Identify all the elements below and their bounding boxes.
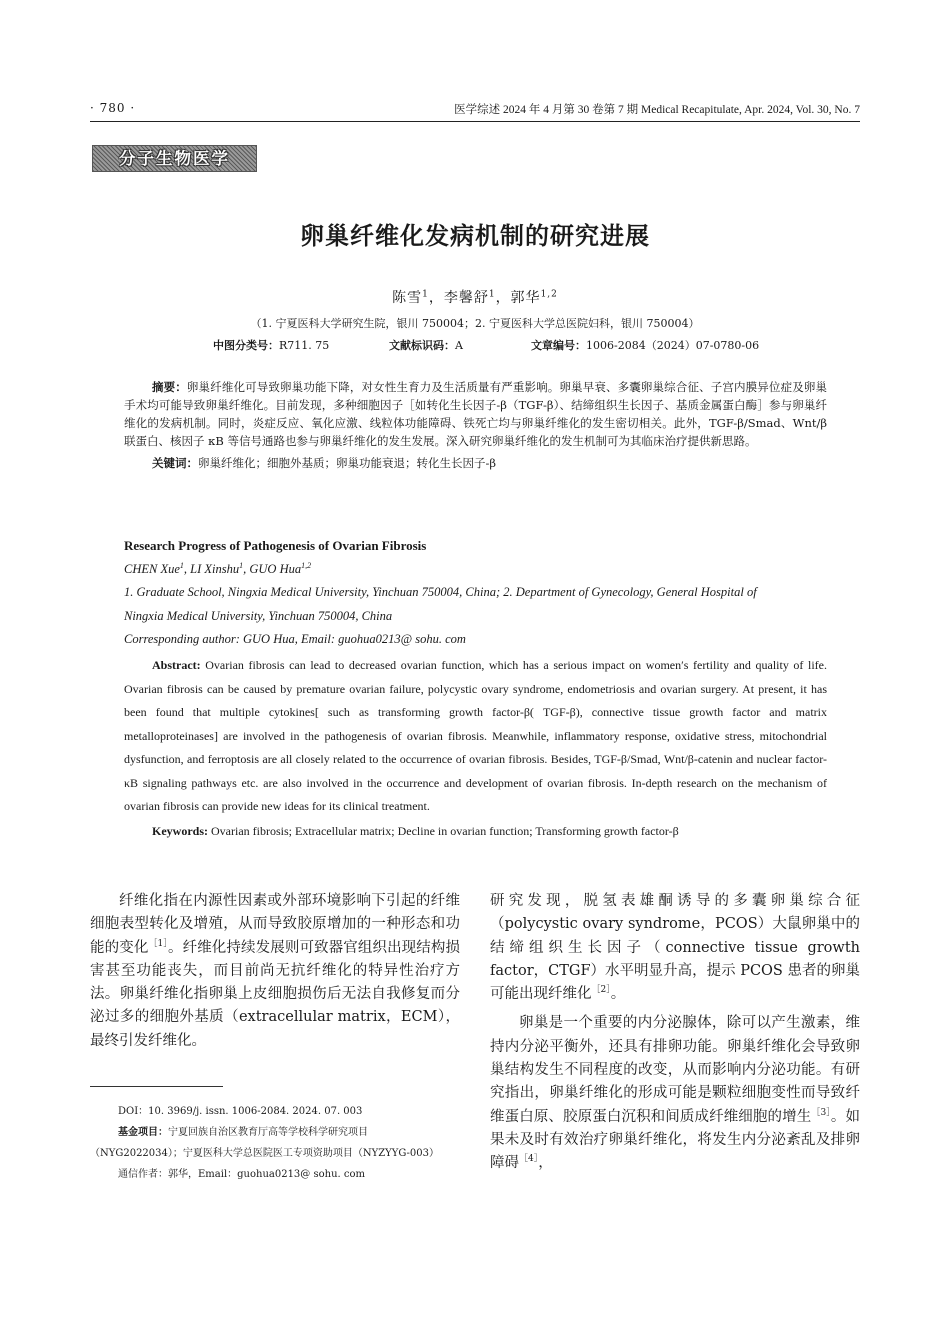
body-text: 纤维化指在内源性因素或外部环境影响下引起的纤维细胞表型转化及增殖，从而导致胶原增加的一种形态和功能的变化 xyxy=(90,893,460,956)
body-right-column xyxy=(490,890,860,1182)
section-banner-label: 分子生物医学 xyxy=(119,149,230,168)
citation-1: ［1］ xyxy=(148,938,168,949)
fund xyxy=(90,1122,465,1143)
en-author-3: , GUO Hua xyxy=(243,562,302,577)
fund-1: 宁夏回族自治区教育厅高等学校科学研究项目 xyxy=(168,1127,368,1138)
en-authors xyxy=(124,561,827,577)
body-text: 研究发现，脱氢表雄酮诱导的多囊卵巢综合征（polycystic ovary syndrome，PCOS）大鼠卵巢中的结缔组织生长因子（connective tissue growth factor，CTGF）水平明显升高，提示 PCOS 患者的卵巢可能出现纤维化 xyxy=(490,893,860,1003)
doc-code xyxy=(389,337,463,353)
body-text: 。 xyxy=(610,986,626,1003)
doi: DOI：10. 3969/j. issn. 1006-2084. 2024. 07. 003 xyxy=(118,1106,363,1117)
en-author-2: , LI Xinshu xyxy=(183,562,240,577)
article-label: 文章编号： xyxy=(531,339,586,352)
author-3: ，郭华 xyxy=(495,290,541,306)
en-corresponding: Corresponding author: GUO Hua, Email: guohua0213@ sohu. com xyxy=(124,632,466,646)
body-left-column xyxy=(90,890,460,1059)
en-author-1-affil: 1 xyxy=(179,561,184,570)
corresponding-author: 通信作者：郭华，Email：guohua0213@ sohu. com xyxy=(118,1169,365,1180)
en-abstract xyxy=(124,654,827,843)
header-rule xyxy=(90,121,860,122)
citation-2: ［2］ xyxy=(591,985,611,996)
footnote-rule xyxy=(90,1086,223,1087)
page-number: · 780 · xyxy=(90,101,136,115)
en-abstract-text: Ovarian fibrosis can lead to decreased ovarian function, which has a serious impact on women′s fertility and quality of life. Ovarian fibrosis can be caused by premature ovarian failure, polycystic ovary syndrome, endometriosis and ovarian surgery. At present, it has been found that multiple cytokines[ such as transforming growth factor-β( TGF-β), connective tissue growth factor and matrix metalloproteinases] are involved in the pathogenesis of ovarian fibrosis. Meanwhile, inflammatory response, oxidative stress, mitochondrial dysfunction, and ferroptosis are all closely related to the occurrence of ovarian fibrosis. Besides, TGF-β/Smad, Wnt/β-catenin and nuclear factor-κB signaling pathways etc. are also involved in the occurrence and development of ovarian fibrosis. In-depth research on the mechanism of ovarian fibrosis can provide new ideas for its clinical treatment. xyxy=(124,658,828,813)
journal-header: 医学综述 2024 年 4 月第 30 卷第 7 期 Medical Recapitulate, Apr. 2024, Vol. 30, No. 7 xyxy=(454,104,860,116)
citation-3: ［3］ xyxy=(811,1107,831,1118)
en-keywords: Ovarian fibrosis; Extracellular matrix; Decline in ovarian function; Transforming growth factor-β xyxy=(211,823,679,838)
clc-number xyxy=(213,337,329,353)
body-text: ， xyxy=(538,1155,553,1172)
fund-label: 基金项目： xyxy=(118,1127,168,1138)
cn-abstract xyxy=(124,378,827,472)
cn-keywords-label: 关键词： xyxy=(152,456,198,470)
body-text: 。如果未及时有效治疗卵巢纤维化，将发生内分泌紊乱及排卵障碍 xyxy=(490,1108,860,1172)
en-author-1: CHEN Xue xyxy=(124,562,180,577)
en-affiliation-2: Ningxia Medical University, Yinchuan 750004, China xyxy=(124,609,393,623)
footnotes xyxy=(90,1101,465,1185)
citation-4: ［4］ xyxy=(519,1154,539,1165)
author-1: 陈雪 xyxy=(392,290,423,306)
cn-keywords: 卵巢纤维化；细胞外基质；卵巢功能衰退；转化生长因子-β xyxy=(198,456,497,470)
en-abstract-label: Abstract: xyxy=(152,658,201,672)
body-paragraph xyxy=(490,890,860,1006)
section-banner xyxy=(92,145,257,172)
author-2: ，李馨舒 xyxy=(428,290,489,306)
fund-2: （NYG2022034）；宁夏医科大学总医院医工专项资助项目（NYZYYG-003） xyxy=(90,1148,440,1159)
body-text: 。纤维化持续发展则可致器官组织出现结构损害甚至功能丧失，而目前尚无抗纤维化的特异性治疗方法。卵巢纤维化指卵巢上皮细胞损伤后无法自我修复而分泌过多的细胞外基质（extracellular matrix，ECM），最终引发纤维化。 xyxy=(90,939,461,1049)
en-author-2-affil: 1 xyxy=(239,561,244,570)
body-text: 卵巢是一个重要的内分泌腺体，除可以产生激素，维持内分泌平衡外，还具有排卵功能。卵巢纤维化会导致卵巢结构发生不同程度的改变，从而影响内分泌功能。有研究指出，卵巢纤维化的形成可能是颗粒细胞变性而导致纤维蛋白原、胶原蛋白沉积和间质成纤维细胞的增生 xyxy=(490,1015,860,1125)
article-number xyxy=(531,337,759,353)
body-paragraph xyxy=(90,890,460,1053)
clc-value: R711. 75 xyxy=(279,339,330,352)
affiliation: （1. 宁夏医科大学研究生院，银川 750004；2. 宁夏医科大学总医院妇科，银川 750004） xyxy=(250,317,700,330)
cn-abstract-text: 卵巢纤维化可导致卵巢功能下降，对女性生育力及生活质量有严重影响。卵巢早衰、多囊卵巢综合征、子宫内膜异位症及卵巢手术均可能导致卵巢纤维化。目前发现，多种细胞因子［如转化生长因子-β（TGF-β）、结缔组织生长因子、基质金属蛋白酶］参与卵巢纤维化的发病机制。同时，炎症反应、氧化应激、线粒体功能障碍、铁死亡均与卵巢纤维化的发生密切相关。此外，TGF-β/Smad、Wnt/β 联蛋白、核因子 κB 等信号通路也参与卵巢纤维化的发生发展。深入研究卵巢纤维化的发生机制可为其临床治疗提供新思路。 xyxy=(124,380,827,448)
en-keywords-label: Keywords: xyxy=(152,823,208,838)
doc-value: A xyxy=(455,339,463,352)
doc-label: 文献标识码： xyxy=(389,339,455,352)
body-paragraph xyxy=(490,1012,860,1175)
en-title: Research Progress of Pathogenesis of Ovarian Fibrosis xyxy=(124,538,427,553)
en-author-3-affil: 1,2 xyxy=(301,561,312,570)
author-1-affil: 1 xyxy=(422,289,429,300)
article-title: 卵巢纤维化发病机制的研究进展 xyxy=(300,222,650,250)
clc-label: 中图分类号： xyxy=(213,339,279,352)
cn-abstract-label: 摘要： xyxy=(152,380,187,394)
en-affiliation-1: 1. Graduate School, Ningxia Medical University, Yinchuan 750004, China; 2. Department of Gynecology, General Hospital of xyxy=(124,585,757,599)
author-3-affil: 1,2 xyxy=(540,289,558,300)
authors xyxy=(0,287,950,307)
article-value: 1006-2084（2024）07-0780-06 xyxy=(586,339,760,352)
author-2-affil: 1 xyxy=(488,289,496,300)
